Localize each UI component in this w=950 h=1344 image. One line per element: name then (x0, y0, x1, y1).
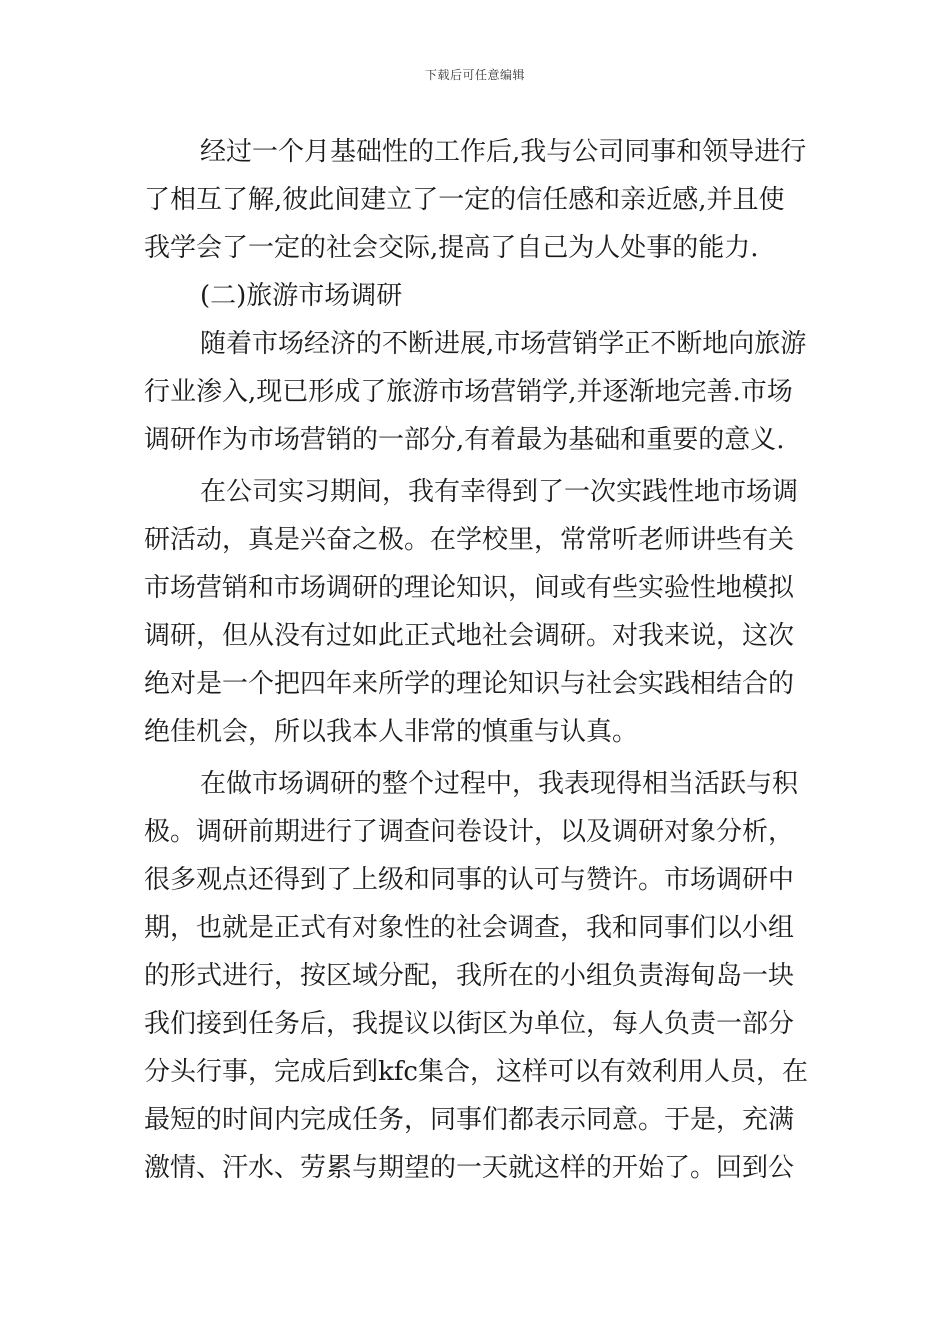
section-heading (144, 272, 808, 320)
paragraph (144, 760, 808, 1192)
text-line: 行业渗入,现已形成了旅游市场营销学,并逐渐地完善.市场 (144, 377, 793, 407)
text-line: 调研，但从没有过如此正式地社会调研。对我来说，这次 (144, 621, 795, 651)
text-line: 研活动，真是兴奋之极。在学校里，常常听老师讲些有关 (144, 525, 795, 555)
text-line: 很多观点还得到了上级和同事的认可与赞许。市场调研中 (144, 865, 795, 895)
text-line: 在做市场调研的整个过程中，我表现得相当活跃与积 (200, 769, 799, 799)
text-line: 绝对是一个把四年来所学的理论知识与社会实践相结合的 (144, 669, 795, 699)
text-line: 随着市场经济的不断进展,市场营销学正不断地向旅游 (200, 329, 807, 359)
page-header: 下载后可任意编辑 (424, 68, 525, 82)
text-line: 的形式进行，按区域分配，我所在的小组负责海甸岛一块 (144, 961, 795, 991)
text-line: 绝佳机会，所以我本人非常的慎重与认真。 (144, 717, 639, 747)
paragraph (144, 128, 808, 272)
text-line: 我们接到任务后，我提议以街区为单位，每人负责一部分 (144, 1009, 795, 1039)
text-line: 经过一个月基础性的工作后,我与公司同事和领导进行 (200, 137, 807, 167)
text-line: 最短的时间内完成任务，同事们都表示同意。于是，充满 (144, 1105, 795, 1135)
heading-line: (二)旅游市场调研 (200, 281, 403, 311)
text-line: 激情、汗水、劳累与期望的一天就这样的开始了。回到公 (144, 1153, 795, 1183)
text-line: 市场营销和市场调研的理论知识，间或有些实验性地模拟 (144, 573, 795, 603)
paragraph (144, 468, 808, 756)
text-line: 了相互了解,彼此间建立了一定的信任感和亲近感,并且使 (144, 185, 785, 215)
text-line: 极。调研前期进行了调查问卷设计，以及调研对象分析， (144, 817, 795, 847)
text-line: 调研作为市场营销的一部分,有着最为基础和重要的意义. (144, 425, 785, 455)
text-line: 在公司实习期间，我有幸得到了一次实践性地市场调 (200, 477, 799, 507)
text-line: 期，也就是正式有对象性的社会调查，我和同事们以小组 (144, 913, 795, 943)
paragraph (144, 320, 808, 464)
document-body (144, 128, 808, 1192)
text-line: 我学会了一定的社会交际,提高了自己为人处事的能力. (144, 233, 759, 263)
text-line: 分头行事，完成后到kfc集合，这样可以有效利用人员，在 (144, 1057, 808, 1087)
